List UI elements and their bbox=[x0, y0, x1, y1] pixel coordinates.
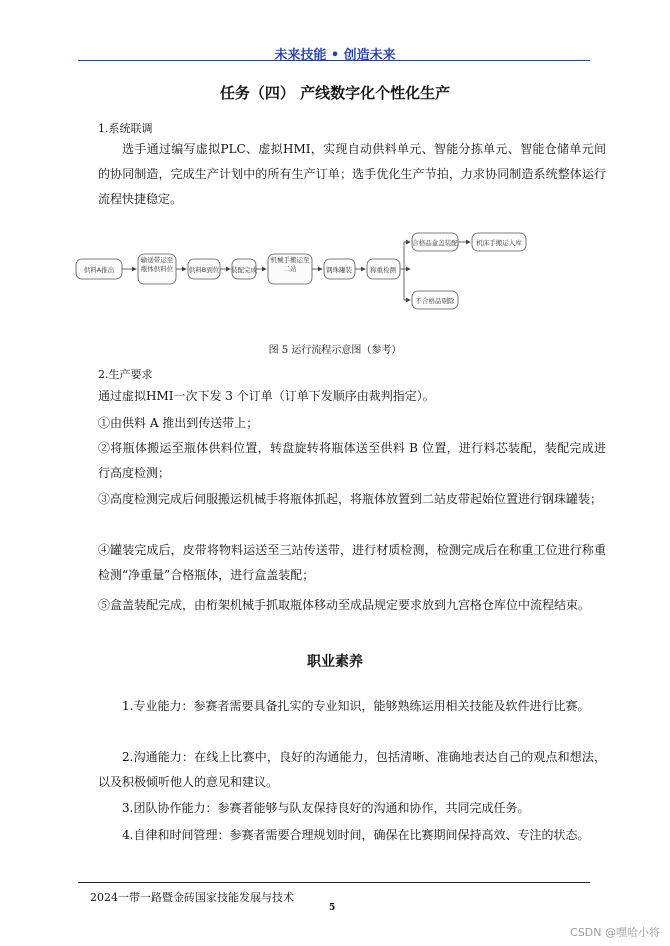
professional-item: 3.团队协作能力：参赛者能够与队友保持良好的沟通和协作，共同完成任务。 bbox=[122, 801, 530, 815]
flow-node bbox=[188, 259, 220, 279]
watermark: CSDN @嘿哈小将 bbox=[570, 926, 660, 939]
section2-heading: 2.生产要求 bbox=[98, 368, 153, 381]
step-item: ④罐装完成后，皮带将物料运送至三站传送带，进行材质检测，检测完成后在称重工位进行称重检测“净重量”合格瓶体，进行盒盖装配； bbox=[98, 543, 606, 582]
svg-text:钢珠罐装: 钢珠罐装 bbox=[326, 266, 352, 274]
flow-node bbox=[412, 291, 458, 309]
step-item: ⑤盒盖装配完成，由桁架机械手抓取瓶体移动至成品规定要求放到九宫格仓库位中流程结束。 bbox=[98, 598, 591, 612]
step-item: ①由供料 A 推出到传送带上； bbox=[98, 416, 259, 430]
professional-item: 4.自律和时间管理：参赛者需要合理规划时间，确保在比赛期间保持高效、专注的状态。 bbox=[122, 828, 590, 842]
svg-text:装配完成: 装配完成 bbox=[231, 266, 257, 274]
flow-node bbox=[231, 259, 258, 279]
flow-node bbox=[472, 233, 526, 251]
svg-text:供料B到位: 供料B到位 bbox=[188, 266, 220, 274]
flow-node: 机械手搬运至二站 bbox=[268, 254, 312, 284]
svg-text:不合格品剔除: 不合格品剔除 bbox=[415, 297, 455, 305]
figure-caption: 图 5 运行流程示意图（参考） bbox=[268, 345, 402, 356]
flow-node bbox=[367, 259, 400, 279]
flow-node bbox=[324, 259, 355, 279]
professional-item: 1.专业能力：参赛者需要具备扎实的专业知识，能够熟练运用相关技能及软件进行比赛。 bbox=[122, 699, 590, 713]
flow-node bbox=[412, 233, 458, 251]
svg-text:供料A推出: 供料A推出 bbox=[83, 266, 115, 274]
page-title: 任务（四） 产线数字化个性化生产 bbox=[219, 84, 451, 102]
header-title: 未来技能 • 创造未来 bbox=[274, 48, 396, 63]
header-rule bbox=[78, 60, 590, 61]
page-number: 5 bbox=[329, 903, 336, 913]
professional-item: 2.沟通能力：在线上比赛中，良好的沟通能力，包括清晰、准确地表达自己的观点和想法，以及积极倾听他人的意见和建议。 bbox=[98, 750, 606, 789]
footer-text: 2024一带一路暨金砖国家技能发展与技术 bbox=[90, 891, 294, 904]
step-item: ②将瓶体搬运至瓶体供料位置，转盘旋转将瓶体送至供料 B 位置，进行料芯装配，装配完成进行高度检测； bbox=[98, 441, 606, 480]
flow-node bbox=[76, 259, 122, 279]
svg-text:合格品盒盖装配: 合格品盒盖装配 bbox=[412, 239, 458, 247]
flow-node: 输送带运至瓶体供料位 bbox=[138, 254, 176, 284]
section1-heading: 1.系统联调 bbox=[98, 122, 153, 135]
flowchart bbox=[72, 222, 606, 330]
footer-rule bbox=[78, 882, 590, 883]
section2-intro: 通过虚拟HMI一次下发 3 个订单（订单下发顺序由裁判指定）。 bbox=[98, 389, 435, 403]
svg-text:称重检测: 称重检测 bbox=[370, 266, 396, 274]
svg-text:机床手搬运入库: 机床手搬运入库 bbox=[476, 239, 522, 247]
professional-title: 职业素养 bbox=[307, 654, 363, 670]
section1-paragraph: 选手通过编写虚拟PLC、虚拟HMI，实现自动供料单元、智能分拣单元、智能仓储单元间的协同制造，完成生产计划中的所有生产订单；选手优化生产节拍，力求协同制造系统整体运行流程快捷稳定。 bbox=[98, 142, 606, 206]
step-item: ③高度检测完成后伺服搬运机械手将瓶体抓起，将瓶体放置到二站皮带起始位置进行钢珠罐装； bbox=[98, 492, 603, 506]
